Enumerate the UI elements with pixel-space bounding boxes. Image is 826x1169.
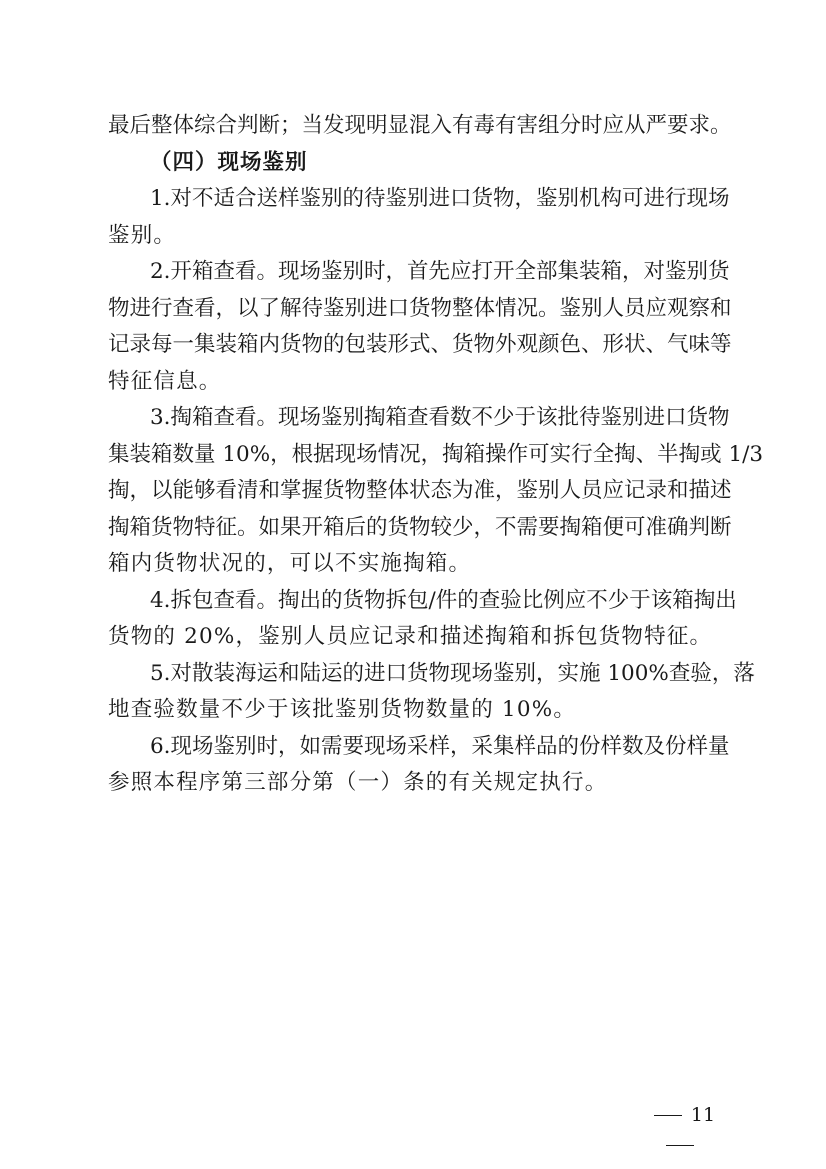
- left-dash: [654, 1115, 682, 1116]
- text-line: 掏，以能够看清和掌握货物整体状态为准，鉴别人员应记录和描述: [108, 478, 732, 503]
- text-line: 记录每一集装箱内货物的包装形式、货物外观颜色、形状、气味等: [108, 332, 732, 357]
- text-line: 3.掏箱查看。现场鉴别掏箱查看数不少于该批待鉴别进口货物: [150, 405, 730, 430]
- text-line: 特征信息。: [108, 368, 222, 394]
- text-line: 货物的 20%，鉴别人员应记录和描述掏箱和拆包货物特征。: [108, 624, 713, 649]
- page-number: 11: [690, 1104, 716, 1126]
- text-line: 参照本程序第三部分第（一）条的有关规定执行。: [108, 770, 608, 795]
- section-heading: （四）现场鉴别: [150, 149, 308, 175]
- text-line: 6.现场鉴别时，如需要现场采样，采集样品的份样数及份样量: [150, 733, 730, 759]
- text-line: 2.开箱查看。现场鉴别时，首先应打开全部集装箱，对鉴别货: [150, 259, 730, 284]
- text-line: 物进行查看，以了解待鉴别进口货物整体情况。鉴别人员应观察和: [108, 295, 732, 321]
- text-line: 鉴别。: [108, 222, 177, 248]
- text-line: 5.对散装海运和陆运的进口货物现场鉴别，实施 100%查验，落: [150, 660, 755, 686]
- text-line: 4.拆包查看。掏出的货物拆包/件的查验比例应不少于该箱掏出: [150, 587, 737, 613]
- text-line: 最后整体综合判断；当发现明显混入有毒有害组分时应从严要求。: [108, 113, 732, 138]
- document-body: [108, 108, 764, 802]
- text-line: 箱内货物状况的，可以不实施掏箱。: [108, 551, 472, 576]
- text-line: 掏箱货物特征。如果开箱后的货物较少，不需要掏箱便可准确判断: [108, 514, 732, 540]
- text-line: 1.对不适合送样鉴别的待鉴别进口货物，鉴别机构可进行现场: [150, 186, 730, 211]
- text-line: 集装箱数量 10%，根据现场情况，掏箱操作可实行全掏、半掏或 1/3: [108, 441, 764, 467]
- right-dash: [666, 1145, 694, 1146]
- text-line: 地查验数量不少于该批鉴别货物数量的 10%。: [108, 697, 577, 722]
- page-number-footer: [630, 1100, 730, 1130]
